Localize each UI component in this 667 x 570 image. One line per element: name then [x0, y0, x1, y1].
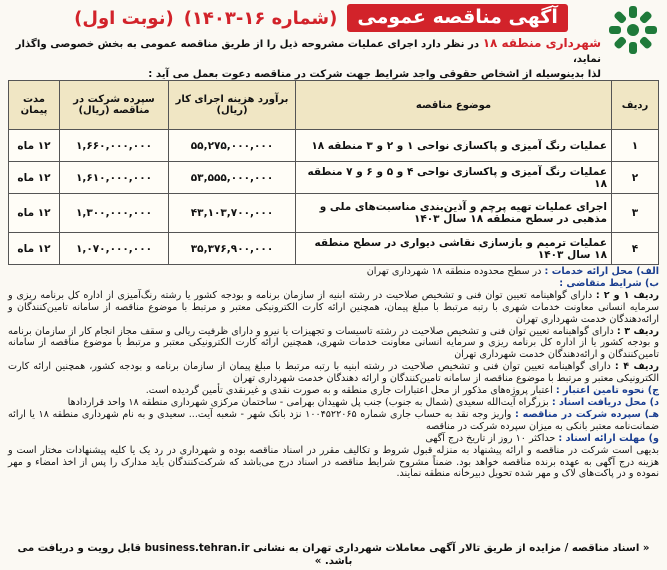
intro-text: [11, 36, 601, 82]
term-c-label: ج) نحوه تامین اعتبار :: [555, 385, 659, 397]
cell-row-number: ۳: [612, 194, 659, 233]
table-row: [9, 162, 659, 194]
org-name: شهرداری منطقه ۱۸: [482, 36, 601, 50]
footer-website-link[interactable]: business.tehran.ir: [144, 543, 250, 554]
term-a-label: الف) محل ارائه خدمات :: [544, 266, 659, 277]
term-r4-label: ردیف ۴ :: [614, 361, 659, 373]
term-r12-label: ردیف ۱ و ۲ :: [595, 289, 659, 301]
header-row-number: ردیف: [612, 81, 659, 130]
term-r3-label: ردیف ۳ :: [616, 325, 659, 337]
cell-duration: ۱۲ ماه: [9, 233, 60, 265]
footer-text-before: « اسناد مناقصه / مزایده از طریق تالار آگهی معاملات شهرداری تهران به نشانی: [253, 543, 650, 554]
term-f-label: و) مهلت ارائه اسناد :: [558, 432, 659, 444]
term-a: [8, 266, 659, 278]
table-row: [9, 130, 659, 162]
term-f: [8, 433, 659, 445]
term-c-text: اعتبار پروژه‌های مذکور از محل اعتبارات جاری منطقه و به صورت نقدی و غیرنقدی تأمین گردیده است.: [145, 385, 553, 397]
term-e-label: هـ) سپرده شرکت در مناقصه :: [514, 408, 659, 420]
term-b: [8, 278, 659, 290]
term-d-text: بزرگراه آیت‌الله سعیدی (شمال به جنوب) جنب پل شهیدان بهرامی - ساختمان مرکزی شهرداری منطقه ۱۸ واحد قراردادها: [67, 396, 549, 408]
term-e: [8, 409, 659, 433]
cell-duration: ۱۲ ماه: [9, 162, 60, 194]
cell-subject: عملیات رنگ آمیزی و پاکسازی نواحی ۱ و ۲ و ۳ منطقه ۱۸: [296, 130, 612, 162]
header-duration: مدت پیمان: [9, 81, 60, 130]
term-general: بدیهی است شرکت در مناقصه و ارائه پیشنهاد به منزله قبول شروط و تکالیف مقرر در اسناد مناقصه بوده و شهرداری در رد یک یا کلیه پیشنهادات مختار است و هزینه درج آگهی به عهده برنده مناقصه خواهد بود. ضمناً مشروح شرایط مناقصه در اسناد درج می‌باشد که شرکت‌کنندگان باید مدارک را پس از اخذ امضاء و مهر نموده و در پاکت‌های لاک و مهر شده تحویل دبیرخانه منطقه نمایند.: [8, 444, 659, 480]
cell-deposit: ۱,۶۶۰,۰۰۰,۰۰۰: [60, 130, 169, 162]
term-r3-text: دارای گواهینامه تعیین توان فنی و تشخیص صلاحیت در رشته تاسیسات و تجهیزات یا نیرو و دارای ظرفیت ریالی و سقف مجاز انجام کار از سازمان برنامه و بودجه کشور یا از اداره کل برنامه ریزی و سرمایه انسانی معاونت خدمات شهری، همچنین ارائه کارت الکترونیکی معتبر و مرتبط با موضوع مناقصه از سامانه تامین‌کنندگان و ارائه‌دهندگان خدمت شهرداری تهران: [8, 325, 659, 361]
cell-deposit: ۱,۳۰۰,۰۰۰,۰۰۰: [60, 194, 169, 233]
cell-duration: ۱۲ ماه: [9, 130, 60, 162]
term-f-text: حداکثر ۱۰ روز از تاریخ درج آگهی: [425, 432, 556, 444]
footer-text-after: قابل رویت و دریافت می باشد. »: [17, 543, 353, 567]
term-c: [8, 385, 659, 397]
term-d: [8, 397, 659, 409]
page-title: آگهی مناقصه عمومی: [347, 4, 568, 32]
terms-section: [8, 266, 659, 480]
table-row: [9, 194, 659, 233]
cell-cost: ۵۳,۵۵۵,۰۰۰,۰۰۰: [169, 162, 296, 194]
term-r4: [8, 361, 659, 385]
cell-cost: ۳۵,۳۷۶,۹۰۰,۰۰۰: [169, 233, 296, 265]
cell-cost: ۵۵,۲۷۵,۰۰۰,۰۰۰: [169, 130, 296, 162]
term-r12: [8, 290, 659, 326]
cell-deposit: ۱,۶۱۰,۰۰۰,۰۰۰: [60, 162, 169, 194]
cell-row-number: ۱: [612, 130, 659, 162]
term-r3: [8, 326, 659, 362]
term-d-label: د) محل دریافت اسناد :: [551, 396, 659, 408]
term-a-text: در سطح محدوده منطقه ۱۸ شهرداری تهران: [366, 266, 542, 277]
term-b-label: ب) شرایط متقاضی :: [559, 277, 659, 289]
intro-line-2: لذا بدینوسیله از اشخاص حقوقی واجد شرایط جهت شرکت در مناقصه دعوت بعمل می آید :: [148, 69, 601, 80]
table-header-row: [9, 81, 659, 130]
cell-cost: ۴۳,۱۰۳,۷۰۰,۰۰۰: [169, 194, 296, 233]
term-r12-text: دارای گواهینامه تعیین توان فنی و تشخیص صلاحیت در رشته ابنیه از سازمان برنامه و بودجه کشور یا رشته رنگ‌آمیزی از اداره کل برنامه ریزی و سرمایه انسانی معاونت خدمات شهری با رتبه مرتبط با مبلغ پیمان، همچنین ارائه کارت الکترونیکی معتبر و مرتبط با موضوع مناقصه از سامانه تامین‌کنندگان و ارائه‌دهندگان خدمت شهرداری تهران: [8, 289, 659, 325]
header-subject: موضوع مناقصه: [296, 81, 612, 130]
cell-subject: عملیات رنگ آمیزی و پاکسازی نواحی ۴ و ۵ و ۶ و ۷ منطقه ۱۸: [296, 162, 612, 194]
header-cost: برآورد هزینه اجرای کار (ریال): [169, 81, 296, 130]
header-deposit: سپرده شرکت در مناقصه (ریال): [60, 81, 169, 130]
cell-row-number: ۲: [612, 162, 659, 194]
cell-subject: عملیات ترمیم و بازسازی نقاشی دیواری در سطح منطقه ۱۸ سال ۱۴۰۳: [296, 233, 612, 265]
footer-note: [8, 542, 659, 568]
municipality-logo-icon: [607, 4, 659, 56]
cell-duration: ۱۲ ماه: [9, 194, 60, 233]
term-r4-text: دارای گواهینامه تعیین توان فنی و تشخیص صلاحیت در رشته ابنیه با رتبه مرتبط با مبلغ پیمان از سازمان برنامه و بودجه کشور، همچنین ارائه کارت الکترونیکی معتبر و مرتبط با موضوع مناقصه از سامانه تامین‌کنندگان و ارائه دهندگان خدمت شهرداری تهران: [8, 361, 659, 385]
tenders-table: [8, 80, 659, 265]
cell-subject: اجرای عملیات تهیه پرچم و آذین‌بندی مناسبت‌های ملی و مذهبی در سطح منطقه ۱۸ سال ۱۴۰۳: [296, 194, 612, 233]
tender-number: (شماره ۱۶-۱۴۰۳): [183, 7, 338, 29]
publication-turn: (نوبت اول): [74, 7, 174, 29]
cell-row-number: ۴: [612, 233, 659, 265]
title-row: [41, 3, 601, 33]
term-e-text: واریز وجه نقد به حساب جاری شماره ۱۰۰۴۵۲۲۰۶۵ نزد بانک شهر - شعبه آیت‌... سعیدی و به نام شهرداری منطقه ۱۸ یا ارائه ضمانت‌نامه معتبر بانکی به میزان سپرده شرکت در مناقصه: [8, 408, 659, 432]
intro-line-1: در نظر دارد اجرای عملیات مشروحه ذیل را از طریق مناقصه عمومی به بخش خصوصی واگذار نماید،: [15, 39, 601, 65]
cell-deposit: ۱,۰۷۰,۰۰۰,۰۰۰: [60, 233, 169, 265]
table-row: [9, 233, 659, 265]
